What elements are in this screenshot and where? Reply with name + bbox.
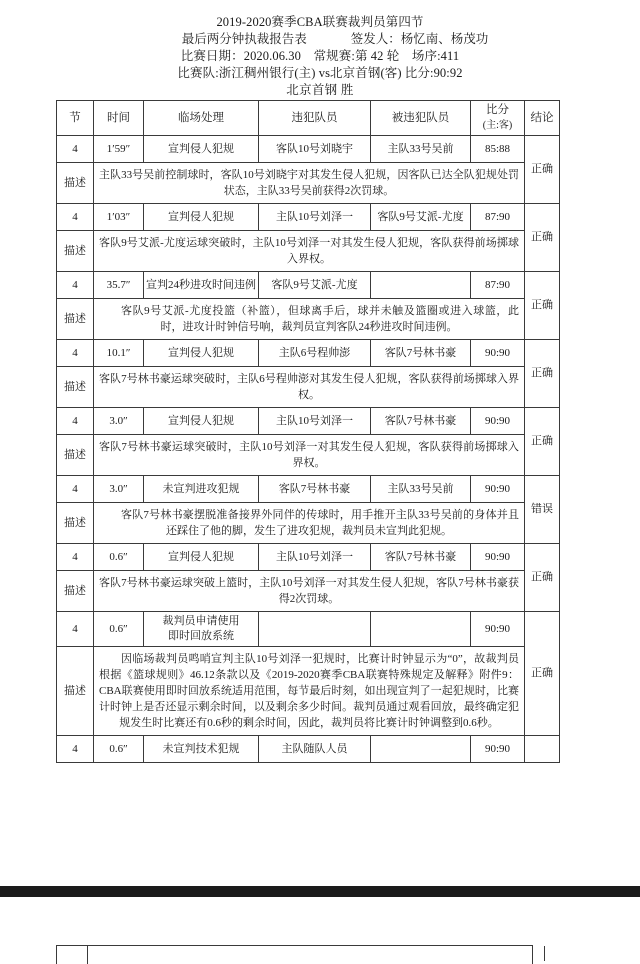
next-page-cell-period	[57, 946, 88, 964]
match-teams-line: 比赛队:浙江稠州银行(主) vs北京首钢(客) 比分:90:92	[0, 65, 640, 82]
cell-period: 4	[57, 136, 94, 163]
cell-conclusion: 正确	[525, 136, 560, 204]
cell-offended	[371, 272, 471, 299]
cell-period: 4	[57, 736, 94, 763]
cell-time: 1′59″	[94, 136, 144, 163]
description-label: 描述	[57, 367, 94, 408]
description-text: 主队33号吴前控制球时，客队10号刘晓宇对其发生侵人犯规，因客队已达全队犯规处罚状态，主队33号吴前获得2次罚球。	[94, 163, 525, 204]
cell-handling: 宣判侵人犯规	[144, 340, 259, 367]
page-separator-bar	[0, 886, 640, 897]
cell-time: 3.0″	[94, 408, 144, 435]
column-header-period: 节	[57, 101, 94, 136]
cell-handling: 裁判员申请使用 即时回放系统	[144, 612, 259, 647]
cell-offender: 主队随队人员	[259, 736, 371, 763]
cell-period: 4	[57, 544, 94, 571]
description-label: 描述	[57, 435, 94, 476]
table-description-row	[57, 299, 560, 340]
cell-time: 35.7″	[94, 272, 144, 299]
cell-handling: 宣判侵人犯规	[144, 544, 259, 571]
cell-offended: 主队33号吴前	[371, 136, 471, 163]
cell-offender: 主队10号刘泽一	[259, 408, 371, 435]
table-body	[57, 136, 560, 763]
column-header-score	[471, 101, 525, 136]
match-meta-line: 比赛日期：2020.06.30 常规赛:第 42 轮 场序:411	[0, 48, 640, 65]
next-page-right-rule	[544, 946, 545, 961]
cell-offended	[371, 736, 471, 763]
cell-offender	[259, 612, 371, 647]
cell-period: 4	[57, 476, 94, 503]
cell-conclusion	[525, 736, 560, 763]
column-header-offender: 违犯队员	[259, 101, 371, 136]
table-description-row	[57, 647, 560, 736]
cell-score: 90:90	[471, 476, 525, 503]
column-header-offended: 被违犯队员	[371, 101, 471, 136]
cell-offended: 主队33号吴前	[371, 476, 471, 503]
table-row	[57, 736, 560, 763]
table-description-row	[57, 367, 560, 408]
column-header-score-main: 比分	[486, 104, 509, 116]
description-text: 客队7号林书豪运球突破上篮时，主队10号刘泽一对其发生侵人犯规，客队7号林书豪获得2次罚球。	[94, 571, 525, 612]
cell-time: 0.6″	[94, 612, 144, 647]
cell-time: 0.6″	[94, 736, 144, 763]
cell-time: 0.6″	[94, 544, 144, 571]
referee-report-table	[56, 100, 560, 763]
description-label: 描述	[57, 163, 94, 204]
cell-period: 4	[57, 204, 94, 231]
description-label: 描述	[57, 571, 94, 612]
cell-time: 1′03″	[94, 204, 144, 231]
cell-offender: 主队10号刘泽一	[259, 204, 371, 231]
issuer-label: 签发人：杨忆南、杨茂功	[351, 31, 489, 48]
cell-period: 4	[57, 408, 94, 435]
table-description-row	[57, 571, 560, 612]
next-page-cell-body	[88, 946, 533, 964]
cell-conclusion: 正确	[525, 544, 560, 612]
table-row	[57, 408, 560, 435]
table-row	[57, 272, 560, 299]
cell-offended: 客队9号艾派-尤度	[371, 204, 471, 231]
description-label: 描述	[57, 231, 94, 272]
cell-handling: 未宣判技术犯规	[144, 736, 259, 763]
cell-score: 85:88	[471, 136, 525, 163]
report-title-line-1: 2019-2020赛季CBA联赛裁判员第四节	[0, 14, 640, 31]
document-header	[0, 0, 640, 99]
table-description-row	[57, 163, 560, 204]
table-row	[57, 476, 560, 503]
cell-score: 90:90	[471, 544, 525, 571]
table-row	[57, 340, 560, 367]
cell-handling: 未宣判进攻犯规	[144, 476, 259, 503]
cell-offender: 客队10号刘晓宇	[259, 136, 371, 163]
table-description-row	[57, 503, 560, 544]
cell-offended: 客队7号林书豪	[371, 408, 471, 435]
description-label: 描述	[57, 299, 94, 340]
cell-score: 90:90	[471, 612, 525, 647]
cell-score: 90:90	[471, 340, 525, 367]
cell-offender: 客队9号艾派-尤度	[259, 272, 371, 299]
cell-score: 87:90	[471, 204, 525, 231]
description-label: 描述	[57, 503, 94, 544]
cell-handling: 宣判侵人犯规	[144, 204, 259, 231]
cell-period: 4	[57, 612, 94, 647]
cell-score: 90:90	[471, 736, 525, 763]
cell-time: 3.0″	[94, 476, 144, 503]
column-header-time: 时间	[94, 101, 144, 136]
description-label: 描述	[57, 647, 94, 736]
cell-score: 87:90	[471, 272, 525, 299]
cell-offended: 客队7号林书豪	[371, 340, 471, 367]
cell-period: 4	[57, 272, 94, 299]
cell-period: 4	[57, 340, 94, 367]
table-description-row	[57, 231, 560, 272]
cell-conclusion: 正确	[525, 204, 560, 272]
table-header-row	[57, 101, 560, 136]
next-page-table-stub	[56, 945, 559, 961]
cell-conclusion: 错误	[525, 476, 560, 544]
column-header-handling: 临场处理	[144, 101, 259, 136]
cell-offended: 客队7号林书豪	[371, 544, 471, 571]
cell-offended	[371, 612, 471, 647]
column-header-score-sub: (主:客)	[473, 118, 522, 133]
description-text: 客队9号艾派-尤度运球突破时，主队10号刘泽一对其发生侵人犯规，客队获得前场掷球入界权。	[94, 231, 525, 272]
cell-handling: 宣判24秒进攻时间违例	[144, 272, 259, 299]
table-row	[57, 544, 560, 571]
cell-offender: 主队6号程帅澎	[259, 340, 371, 367]
report-title-line-2: 最后两分钟执裁报告表	[182, 31, 307, 48]
column-header-conclusion: 结论	[525, 101, 560, 136]
match-result-line: 北京首钢 胜	[0, 82, 640, 99]
description-text: 客队7号林书豪运球突破时，主队6号程帅澎对其发生侵人犯规，客队获得前场掷球入界权。	[94, 367, 525, 408]
report-page	[0, 0, 640, 99]
description-text: 因临场裁判员鸣哨宣判主队10号刘泽一犯规时，比赛计时钟显示为“0”，故裁判员根据《篮球规则》46.12条款以及《2019-2020赛季CBA联赛特殊规定及解释》附件9：CBA联赛使用即时回放系统适用范围，每节最后时刻，如出现宣判了一起犯规时，比赛计时钟上是否还显示剩余时间，以及剩余多少时间。裁判员通过观看回放，最终确定犯规发生时比赛还有0.6秒的剩余时间，因此，裁判员将比赛计时钟调整到0.6秒。	[94, 647, 525, 736]
cell-offender: 主队10号刘泽一	[259, 544, 371, 571]
cell-time: 10.1″	[94, 340, 144, 367]
description-text: 客队7号林书豪摆脱准备接界外同伴的传球时，用手推开主队33号吴前的身体并且还踩住了他的脚，发生了进攻犯规，裁判员未宣判此犯规。	[94, 503, 525, 544]
cell-conclusion: 正确	[525, 612, 560, 736]
cell-offender: 客队7号林书豪	[259, 476, 371, 503]
description-text: 客队9号艾派-尤度投篮（补篮），但球离手后，球并未触及篮圈或进入球篮，此时，进攻计时钟信号响，裁判员宣判客队24秒进攻时间违例。	[94, 299, 525, 340]
cell-score: 90:90	[471, 408, 525, 435]
table-row	[57, 612, 560, 647]
cell-conclusion: 正确	[525, 340, 560, 408]
table-description-row	[57, 435, 560, 476]
report-title-line-2-row	[0, 31, 640, 48]
cell-handling: 宣判侵人犯规	[144, 136, 259, 163]
cell-conclusion: 正确	[525, 408, 560, 476]
next-page-table	[56, 945, 533, 964]
cell-conclusion: 正确	[525, 272, 560, 340]
table-row	[57, 204, 560, 231]
table-row	[57, 136, 560, 163]
description-text: 客队7号林书豪运球突破时，主队10号刘泽一对其发生侵人犯规，客队获得前场掷球入界权。	[94, 435, 525, 476]
cell-handling: 宣判侵人犯规	[144, 408, 259, 435]
